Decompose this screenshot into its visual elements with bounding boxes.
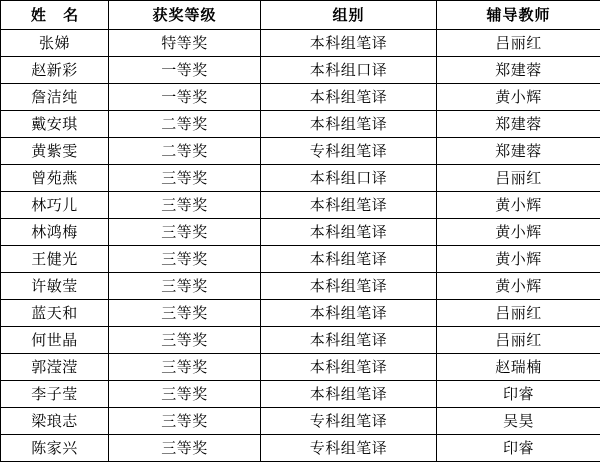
table-row (1, 138, 600, 165)
column-header-name: 姓 名 (1, 1, 109, 30)
cell-level: 三等奖 (109, 273, 261, 300)
cell-name: 林鸿梅 (1, 219, 109, 246)
cell-teacher: 吕丽红 (437, 300, 600, 327)
cell-name: 赵新彩 (1, 57, 109, 84)
cell-teacher: 吕丽红 (437, 327, 600, 354)
cell-group: 专科组笔译 (261, 435, 437, 462)
cell-level: 三等奖 (109, 300, 261, 327)
cell-group: 本科组笔译 (261, 30, 437, 57)
cell-name: 詹洁纯 (1, 84, 109, 111)
cell-teacher: 吴昊 (437, 408, 600, 435)
cell-teacher: 印睿 (437, 381, 600, 408)
cell-teacher: 黄小辉 (437, 84, 600, 111)
cell-level: 三等奖 (109, 165, 261, 192)
cell-group: 本科组笔译 (261, 327, 437, 354)
cell-name: 郭滢滢 (1, 354, 109, 381)
table-row (1, 84, 600, 111)
table-row (1, 111, 600, 138)
cell-teacher: 印睿 (437, 435, 600, 462)
cell-teacher: 郑建蓉 (437, 138, 600, 165)
cell-name: 王健光 (1, 246, 109, 273)
cell-name: 黄紫雯 (1, 138, 109, 165)
cell-level: 三等奖 (109, 192, 261, 219)
cell-level: 三等奖 (109, 219, 261, 246)
cell-teacher: 黄小辉 (437, 219, 600, 246)
cell-level: 三等奖 (109, 435, 261, 462)
cell-teacher: 赵瑞楠 (437, 354, 600, 381)
cell-group: 本科组笔译 (261, 111, 437, 138)
cell-level: 二等奖 (109, 138, 261, 165)
cell-level: 二等奖 (109, 111, 261, 138)
cell-level: 三等奖 (109, 408, 261, 435)
cell-level: 三等奖 (109, 381, 261, 408)
cell-name: 蓝天和 (1, 300, 109, 327)
column-header-group: 组别 (261, 1, 437, 30)
cell-teacher: 吕丽红 (437, 165, 600, 192)
table-header (1, 1, 600, 30)
column-header-teacher: 辅导教师 (437, 1, 600, 30)
cell-name: 林巧儿 (1, 192, 109, 219)
table-row (1, 30, 600, 57)
cell-level: 三等奖 (109, 246, 261, 273)
cell-group: 本科组笔译 (261, 219, 437, 246)
table-row (1, 408, 600, 435)
cell-teacher: 黄小辉 (437, 192, 600, 219)
cell-name: 李子莹 (1, 381, 109, 408)
table-row (1, 435, 600, 462)
cell-group: 本科组笔译 (261, 381, 437, 408)
cell-level: 三等奖 (109, 354, 261, 381)
cell-group: 本科组口译 (261, 165, 437, 192)
cell-name: 陈家兴 (1, 435, 109, 462)
table-body (1, 30, 600, 462)
cell-level: 一等奖 (109, 84, 261, 111)
cell-name: 张娣 (1, 30, 109, 57)
cell-teacher: 吕丽红 (437, 30, 600, 57)
table-header-row (1, 1, 600, 30)
cell-teacher: 郑建蓉 (437, 57, 600, 84)
cell-level: 特等奖 (109, 30, 261, 57)
cell-level: 一等奖 (109, 57, 261, 84)
column-header-level: 获奖等级 (109, 1, 261, 30)
cell-group: 本科组笔译 (261, 192, 437, 219)
table-row (1, 300, 600, 327)
cell-group: 专科组笔译 (261, 138, 437, 165)
cell-group: 本科组笔译 (261, 300, 437, 327)
table-row (1, 354, 600, 381)
table-row (1, 192, 600, 219)
cell-level: 三等奖 (109, 327, 261, 354)
cell-name: 曾苑燕 (1, 165, 109, 192)
table-row (1, 57, 600, 84)
table-row (1, 381, 600, 408)
cell-teacher: 黄小辉 (437, 246, 600, 273)
cell-group: 本科组笔译 (261, 273, 437, 300)
cell-name: 戴安琪 (1, 111, 109, 138)
cell-group: 本科组笔译 (261, 354, 437, 381)
table-row (1, 246, 600, 273)
cell-group: 本科组笔译 (261, 246, 437, 273)
table-row (1, 165, 600, 192)
cell-group: 专科组笔译 (261, 408, 437, 435)
cell-teacher: 黄小辉 (437, 273, 600, 300)
cell-name: 梁琅志 (1, 408, 109, 435)
cell-group: 本科组笔译 (261, 84, 437, 111)
cell-teacher: 郑建蓉 (437, 111, 600, 138)
cell-group: 本科组口译 (261, 57, 437, 84)
cell-name: 许敏莹 (1, 273, 109, 300)
table-row (1, 273, 600, 300)
table-row (1, 219, 600, 246)
table-row (1, 327, 600, 354)
cell-name: 何世晶 (1, 327, 109, 354)
